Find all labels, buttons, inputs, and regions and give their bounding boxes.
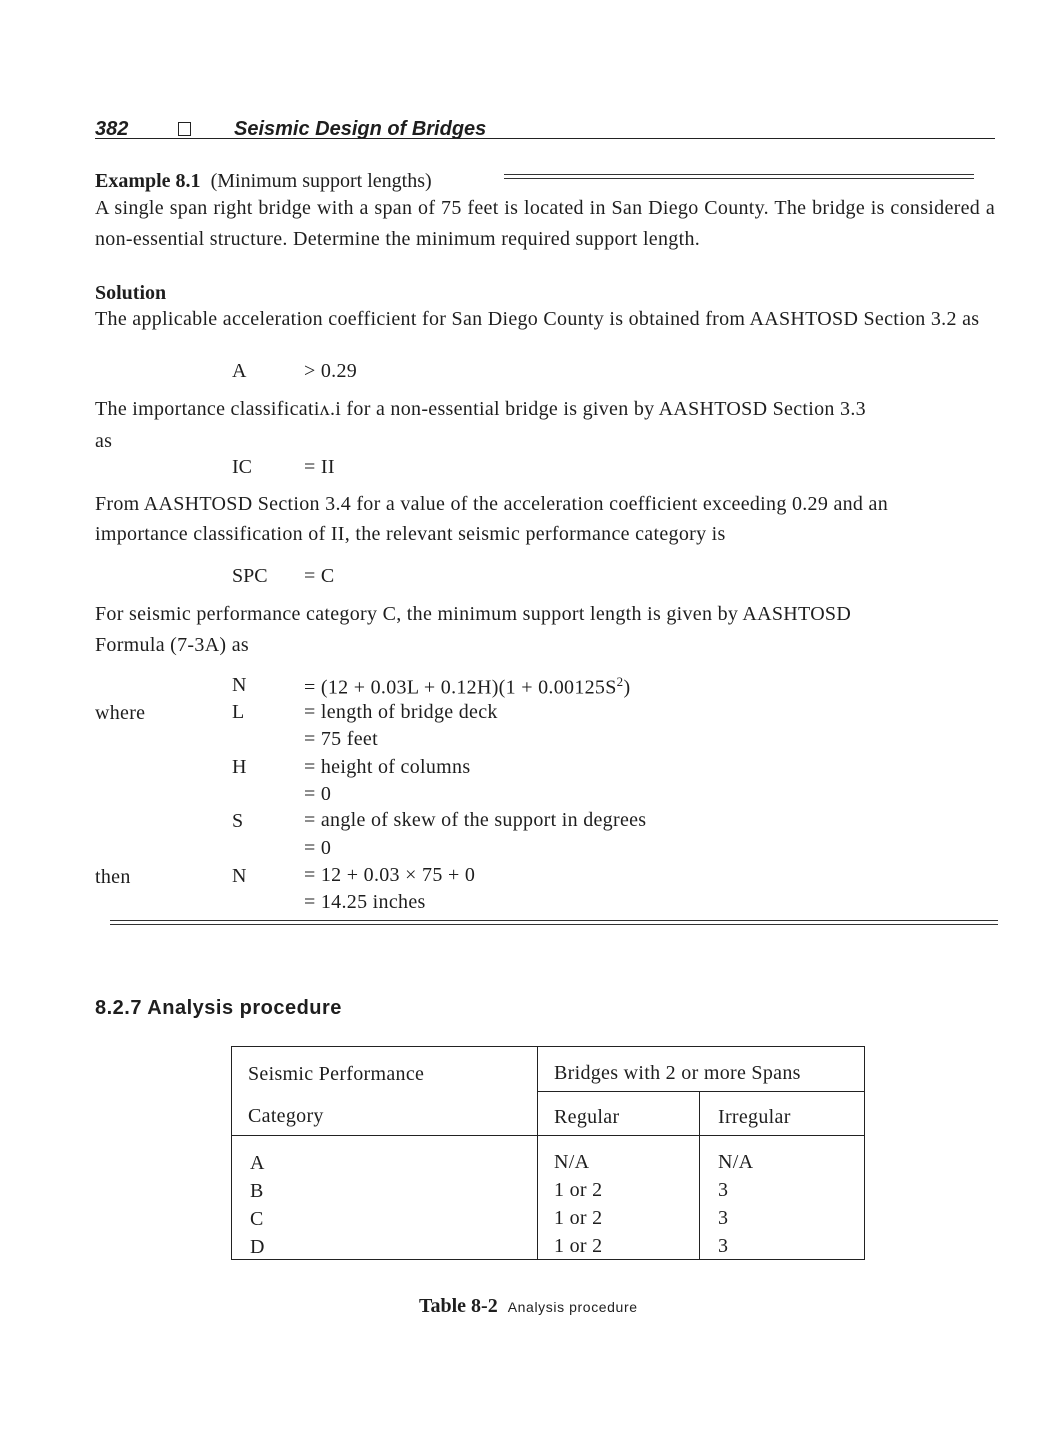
solution-para-4-line-1: For seismic performance category C, the minimum support length is given by AASHTOSD [95, 603, 852, 625]
eq3-symbol: SPC [232, 565, 268, 587]
table-cell-category: B [250, 1180, 264, 1202]
table-cell-regular: N/A [554, 1151, 590, 1173]
formula-S-value: = 0 [304, 837, 332, 859]
formula-N-expression [304, 674, 630, 700]
formula-N2-result: = 14.25 inches [304, 891, 426, 913]
formula-L-symbol: L [232, 701, 245, 723]
section-heading: 8.2.7 Analysis procedure [95, 997, 342, 1019]
table-cell-irregular: 3 [718, 1235, 729, 1257]
formula-L-definition: = length of bridge deck [304, 701, 498, 723]
table-cell-regular: 1 or 2 [554, 1179, 603, 1201]
running-title: Seismic Design of Bridges [234, 118, 487, 140]
formula-N-exponent: 2 [616, 674, 624, 689]
eq1-value: > 0.29 [304, 360, 358, 382]
table-cell-irregular: 3 [718, 1179, 729, 1201]
formula-L-value: = 75 feet [304, 728, 378, 750]
table-divider-col2 [699, 1091, 700, 1259]
table-header-regular: Regular [554, 1106, 620, 1128]
table-caption-label: Table 8-2 [419, 1295, 498, 1317]
page-number: 382 [95, 118, 129, 140]
table-header-group: Bridges with 2 or more Spans [554, 1062, 801, 1084]
table-header-irregular: Irregular [718, 1106, 791, 1128]
eq3-value: = C [304, 565, 335, 587]
solution-para-2-line-2: as [95, 430, 113, 452]
formula-N-expression-close: ) [623, 676, 631, 699]
table-cell-category: D [250, 1236, 265, 1258]
formula-N2-symbol: N [232, 865, 247, 887]
formula-N2-calculation: = 12 + 0.03 × 75 + 0 [304, 864, 476, 886]
eq1-symbol: A [232, 360, 247, 382]
table-header-category-line1: Seismic Performance [248, 1063, 425, 1085]
solution-para-1: The applicable acceleration coefficient for San Diego County is obtained from AASHTOSD Section 3.2 as [95, 308, 980, 330]
example-problem-text: A single span right bridge with a span of 75 feet is located in San Diego County. The bridge is considered a non-essential structure. Determine the minimum required support length. [95, 197, 995, 250]
formula-S-definition: = angle of skew of the support in degrees [304, 809, 647, 831]
formula-N-symbol: N [232, 674, 247, 696]
solution-para-4-line-2: Formula (7-3A) as [95, 634, 249, 656]
table-divider-subheader [537, 1091, 864, 1092]
solution-heading: Solution [95, 282, 167, 304]
header-box-ornament [178, 122, 191, 136]
example-heading-rule [504, 174, 974, 179]
formula-H-value: = 0 [304, 783, 332, 805]
table-cell-regular: 1 or 2 [554, 1207, 603, 1229]
solution-para-3-line-2: importance classification of II, the relevant seismic performance category is [95, 523, 726, 545]
eq2-symbol: IC [232, 456, 252, 478]
table-caption [419, 1295, 638, 1318]
formula-S-symbol: S [232, 810, 244, 832]
table-divider-header [232, 1135, 864, 1136]
eq2-value: = II [304, 456, 335, 478]
table-header-category-line2: Category [248, 1105, 324, 1127]
table-divider-col1 [537, 1047, 538, 1259]
formula-H-symbol: H [232, 756, 247, 778]
solution-para-3-line-1: From AASHTOSD Section 3.4 for a value of the acceleration coefficient exceeding 0.29 and an [95, 493, 888, 515]
example-label: Example 8.1 [95, 170, 201, 192]
table-cell-category: A [250, 1152, 265, 1174]
table-cell-category: C [250, 1208, 264, 1230]
where-label: where [95, 702, 146, 724]
example-heading [95, 170, 432, 193]
formula-N-expression-main: = (12 + 0.03L + 0.12H)(1 + 0.00125S [304, 676, 617, 699]
example-end-rule [110, 920, 998, 925]
table-cell-regular: 1 or 2 [554, 1235, 603, 1257]
example-topic: (Minimum support lengths) [210, 170, 432, 192]
table-caption-text: Analysis procedure [507, 1299, 638, 1315]
formula-H-definition: = height of columns [304, 756, 471, 778]
table-cell-irregular: N/A [718, 1151, 754, 1173]
header-rule [95, 138, 995, 139]
solution-para-2-line-1: The importance classificatiʌ.i for a non-essential bridge is given by AASHTOSD Section 3.3 [95, 398, 866, 420]
analysis-procedure-table [231, 1046, 865, 1260]
table-cell-irregular: 3 [718, 1207, 729, 1229]
then-label: then [95, 866, 131, 888]
